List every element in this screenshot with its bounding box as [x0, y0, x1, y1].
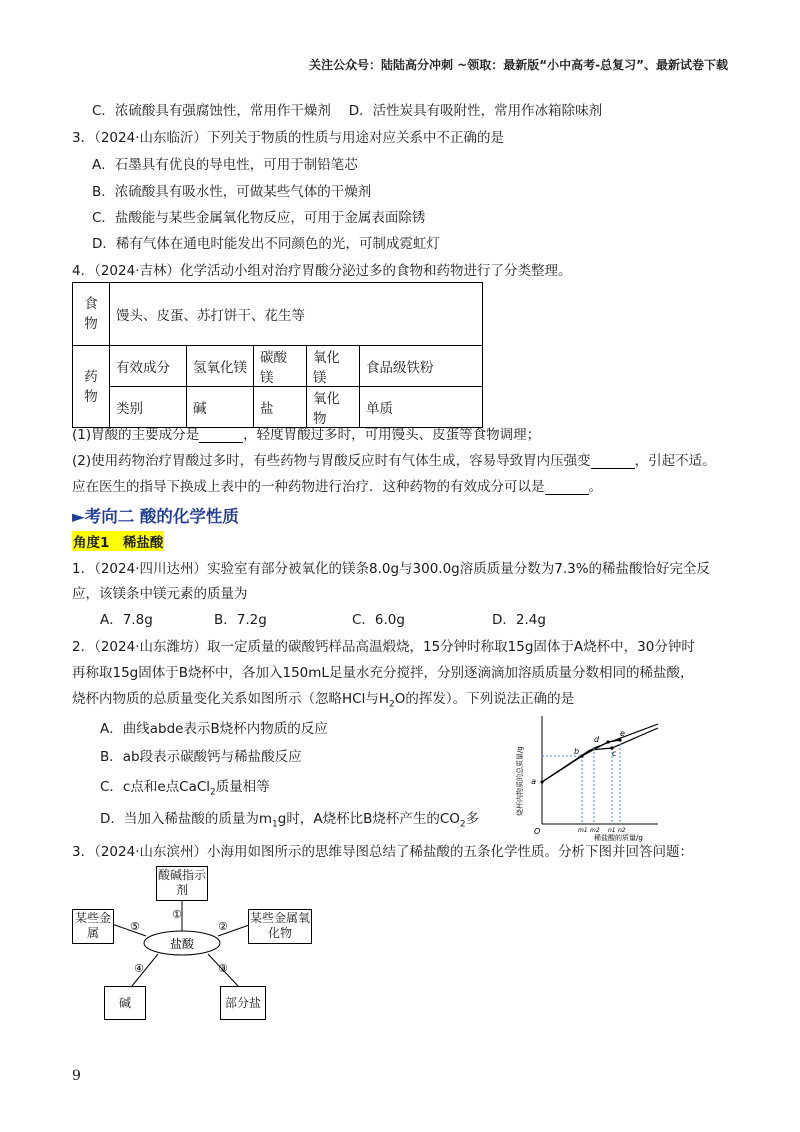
answer-blank[interactable]	[591, 454, 635, 469]
table-cell: 碳酸镁	[254, 346, 307, 387]
q4-part-2	[72, 449, 716, 469]
q2-stem-sub: 2	[388, 699, 395, 710]
label-origin: O	[534, 827, 541, 836]
question-1-stem-cont: 应，该镁条中镁元素的质量为	[72, 586, 248, 602]
table-cell: 碱	[187, 387, 254, 428]
curve-b	[542, 740, 620, 782]
tick-n2: n2	[618, 827, 626, 834]
q2c-sub: 2	[210, 787, 216, 798]
point-d	[606, 740, 609, 743]
table-cell: 氧化物	[307, 387, 360, 428]
q3-option-a: A．石墨具有优良的导电性，可用于制铅笔芯	[92, 157, 358, 173]
q2-option-c	[100, 775, 270, 798]
tick-m2: m2	[590, 827, 600, 834]
point-e	[618, 738, 621, 741]
q4-part-2-text-end: ，引起不适。	[634, 453, 716, 469]
q2-stem-text: 烧杯内物质的总质量变化关系如图所示（忽略HCl与H	[72, 691, 389, 707]
table-drug-label: 药物	[73, 346, 110, 428]
label-c: c	[612, 749, 617, 758]
table-cell: 氢氧化镁	[187, 346, 254, 387]
q4-part-2-cont-end: 。	[588, 479, 602, 495]
question-1-stem: 1．（2024·四川达州）实验室有部分被氧化的镁条8.0g与300.0g溶质质量分数为7.3%的稀盐酸恰好完全反	[72, 561, 711, 577]
page-number: 9	[72, 1068, 81, 1084]
mindmap-num-1: ①	[172, 908, 182, 921]
mindmap-node-indicator: 酸碱指示剂	[156, 866, 208, 901]
q2-option-d	[100, 807, 479, 830]
mass-curve-graph	[512, 712, 662, 842]
x-axis-label: 稀盐酸的质量/g	[594, 834, 643, 842]
question-2-stem: 2．（2024·山东潍坊）取一定质量的碳酸钙样品高温煅烧，15分钟时称取15g固体于A烧杯中，30分钟时	[72, 639, 695, 655]
classification-table	[72, 282, 483, 428]
table-cell: 氧化镁	[307, 346, 360, 387]
q2c-text-end: 质量相等	[215, 779, 270, 795]
point-a	[540, 780, 543, 783]
mindmap-node-salt: 部分盐	[220, 986, 266, 1020]
q4-part-1-text-end: ，轻度胃酸过多时，可用馒头、皮蛋等食物调理；	[243, 427, 541, 443]
table-cell: 盐	[254, 387, 307, 428]
mindmap-node-base: 碱	[104, 986, 146, 1020]
q4-part-2-cont	[72, 475, 602, 495]
answer-blank[interactable]	[199, 428, 243, 443]
label-e: e	[620, 729, 625, 738]
table-cell: 类别	[110, 387, 187, 428]
question-2-stem-cont2	[72, 687, 574, 710]
table-cell: 有效成分	[110, 346, 187, 387]
table-food-label: 食物	[73, 283, 110, 346]
q2-option-b: B．ab段表示碳酸钙与稀盐酸反应	[100, 749, 302, 765]
q3-option-c: C．盐酸能与某些金属氧化物反应，可用于金属表面除锈	[92, 210, 426, 226]
q1-option-d: D．2.4g	[492, 612, 546, 628]
mindmap-num-4: ④	[134, 962, 144, 975]
q2d-text-mid: g时，A烧杯比B烧杯产生的CO	[277, 811, 460, 827]
q4-part-2-text: (2)使用药物治疗胃酸过多时，有些药物与胃酸反应时有气体生成，容易导致胃内压强变	[72, 453, 591, 469]
q2-stem-text-end: O的挥发）。下列说法正确的是	[394, 691, 575, 707]
mindmap-num-3: ③	[218, 962, 228, 975]
mindmap-node-metal: 某些金属	[72, 909, 114, 944]
q2-option-a: A．曲线abde表示B烧杯内物质的反应	[100, 721, 328, 737]
q-prev-option-cd: C．浓硫酸具有强腐蚀性，常用作干燥剂 D．活性炭具有吸附性，常用作冰箱除味剂	[92, 103, 603, 119]
table-food-items: 馒头、皮蛋、苏打饼干、花生等	[110, 283, 483, 346]
connector-left-top	[112, 924, 146, 936]
tick-m1: m1	[578, 827, 588, 834]
table-cell: 单质	[360, 387, 483, 428]
point-b	[580, 754, 583, 757]
question-2-stem-cont: 再称取15g固体于B烧杯中，各加入150mL足量水充分搅拌，分别逐滴滴加溶质质量分数相同的稀盐酸，	[72, 665, 694, 681]
curve-a	[542, 724, 658, 782]
q3-option-b: B．浓硫酸具有吸水性，可做某些气体的干燥剂	[92, 184, 372, 200]
y-axis-label: 烧杯内物质的总质量/g	[516, 746, 524, 816]
question-4-stem: 4．（2024·吉林）化学活动小组对治疗胃酸分泌过多的食物和药物进行了分类整理。	[72, 263, 572, 279]
answer-blank[interactable]	[545, 480, 589, 495]
q3-option-d: D．稀有气体在通电时能发出不同颜色的光，可制成霓虹灯	[92, 236, 440, 252]
q1-option-a: A．7.8g	[100, 612, 153, 628]
q4-part-1-text: (1)胃酸的主要成分是	[72, 427, 200, 443]
mindmap-num-2: ②	[218, 920, 228, 933]
q2d-sub1: 1	[272, 819, 278, 830]
q2d-text: D．当加入稀盐酸的质量为m	[100, 811, 273, 827]
q2d-text-end: 多	[465, 811, 480, 827]
table-cell: 食品级铁粉	[360, 346, 483, 387]
label-d: d	[594, 735, 600, 744]
curve-c	[542, 728, 658, 782]
q4-part-2-cont-text: 应在医生的指导下换成上表中的一种药物进行治疗．这种药物的有效成分可以是	[72, 479, 545, 495]
page-header: 关注公众号：陆陆高分冲刺 ~领取：最新版“小中高考-总复习”、最新试卷下载	[309, 58, 728, 72]
q1-option-c: C．6.0g	[352, 612, 405, 628]
mindmap-center-label: 盐酸	[169, 937, 195, 951]
question-3-stem: 3．（2024·山东临沂）下列关于物质的性质与用途对应关系中不正确的是	[72, 130, 504, 146]
q2d-sub2: 2	[459, 819, 466, 830]
label-b: b	[574, 747, 580, 756]
q1-option-b: B．7.2g	[214, 612, 267, 628]
tick-n1: n1	[608, 827, 616, 834]
angle-title: 角度1 稀盐酸	[72, 531, 164, 551]
mindmap-num-5: ⑤	[130, 920, 140, 933]
q2c-text: C．c点和e点CaCl	[100, 779, 211, 795]
q4-part-1	[72, 423, 540, 443]
label-a: a	[531, 777, 536, 786]
question-3-mindmap-stem: 3．（2024·山东滨州）小海用如图所示的思维导图总结了稀盐酸的五条化学性质。分析下图并回答问题：	[72, 844, 693, 860]
mindmap-node-metal-oxide: 某些金属氧化物	[248, 909, 312, 944]
section-title: ►考向二 酸的化学性质	[72, 507, 239, 526]
